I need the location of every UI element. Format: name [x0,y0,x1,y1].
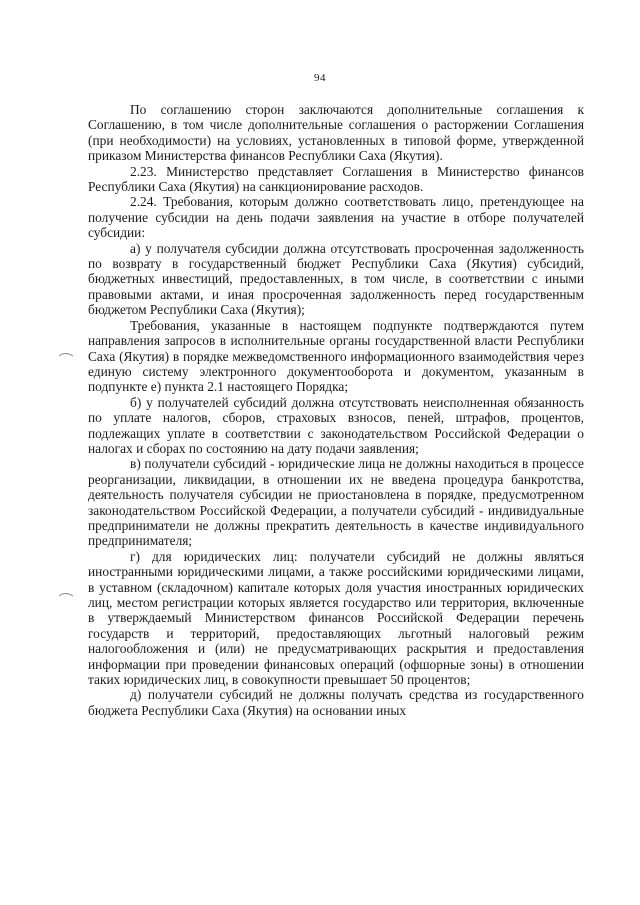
paragraph-item-g: г) для юридических лиц: получатели субсидий не должны являться иностранными юридическими лицами, а также российскими юридическими лицами, в уставном (складочном) капитале которых доля участия иностранных юридических лиц, местом регистрации которых является государство или территория, включенные в утверждаемый Министерством финансов Российской Федерации перечень государств и территорий, предоставляющих льготный налоговый режим налогообложения и (или) не предусматривающих раскрытия и предоставления информации при проведении финансовых операций (офшорные зоны) в отношении таких юридических лиц, в совокупности превышает 50 процентов; [88,548,584,688]
paragraph-item-b: б) у получателей субсидий должна отсутствовать неисполненная обязанность по уплате налогов, сборов, страховых взносов, пеней, штрафов, процентов, подлежащих уплате в соответствии с законодательством Российской Федерации о налогах и сборах по состоянию на дату подачи заявления; [88,394,584,456]
margin-mark [58,350,74,358]
paragraph-2-24: 2.24. Требования, которым должно соответствовать лицо, претендующее на получение субсидии на день подачи заявления на участие в отборе получателей субсидии: [88,194,584,241]
paragraph-additional-agreements: По соглашению сторон заключаются дополнительные соглашения к Соглашению, в том числе дополнительные соглашения о расторжении Соглашения (при необходимости) на условиях, установленных в типовой форме, утвержденной приказом Министерства финансов Республики Саха (Якутия). [88,102,584,164]
paragraph-item-v: в) получатели субсидий - юридические лица не должны находиться в процессе реорганизации, ликвидации, в отношении их не введена процедура банкротства, деятельность получателя субсидии не приостановлена в порядке, предусмотренном законодательством Российской Федерации, а получатели субсидий - индивидуальные предприниматели не должны прекратить деятельность в качестве индивидуального предпринимателя; [88,456,584,549]
paragraph-2-23: 2.23. Министерство представляет Соглашения в Министерство финансов Республики Саха (Якутия) на санкционирование расходов. [88,163,584,195]
document-body [88,102,584,718]
margin-mark [58,590,74,598]
paragraph-item-a: а) у получателя субсидии должна отсутствовать просроченная задолженность по возврату в государственный бюджет Республики Саха (Якутия) субсидий, бюджетных инвестиций, предоставленных, в том числе, в соответствии с иными правовыми актами, и иная просроченная задолженность перед государственным бюджетом Республики Саха (Якутия); [88,240,584,318]
paragraph-item-d: д) получатели субсидий не должны получать средства из государственного бюджета Республики Саха (Якутия) на основании иных [88,687,584,718]
page-number: 94 [314,72,326,84]
paragraph-requirements-note: Требования, указанные в настоящем подпункте подтверждаются путем направления запросов в исполнительные органы государственной власти Республики Саха (Якутия) в порядке межведомственного информационного взаимодействия через единую систему электронного документооборота и документом, указанным в подпункте е) пункта 2.1 настоящего Порядка; [88,317,584,395]
